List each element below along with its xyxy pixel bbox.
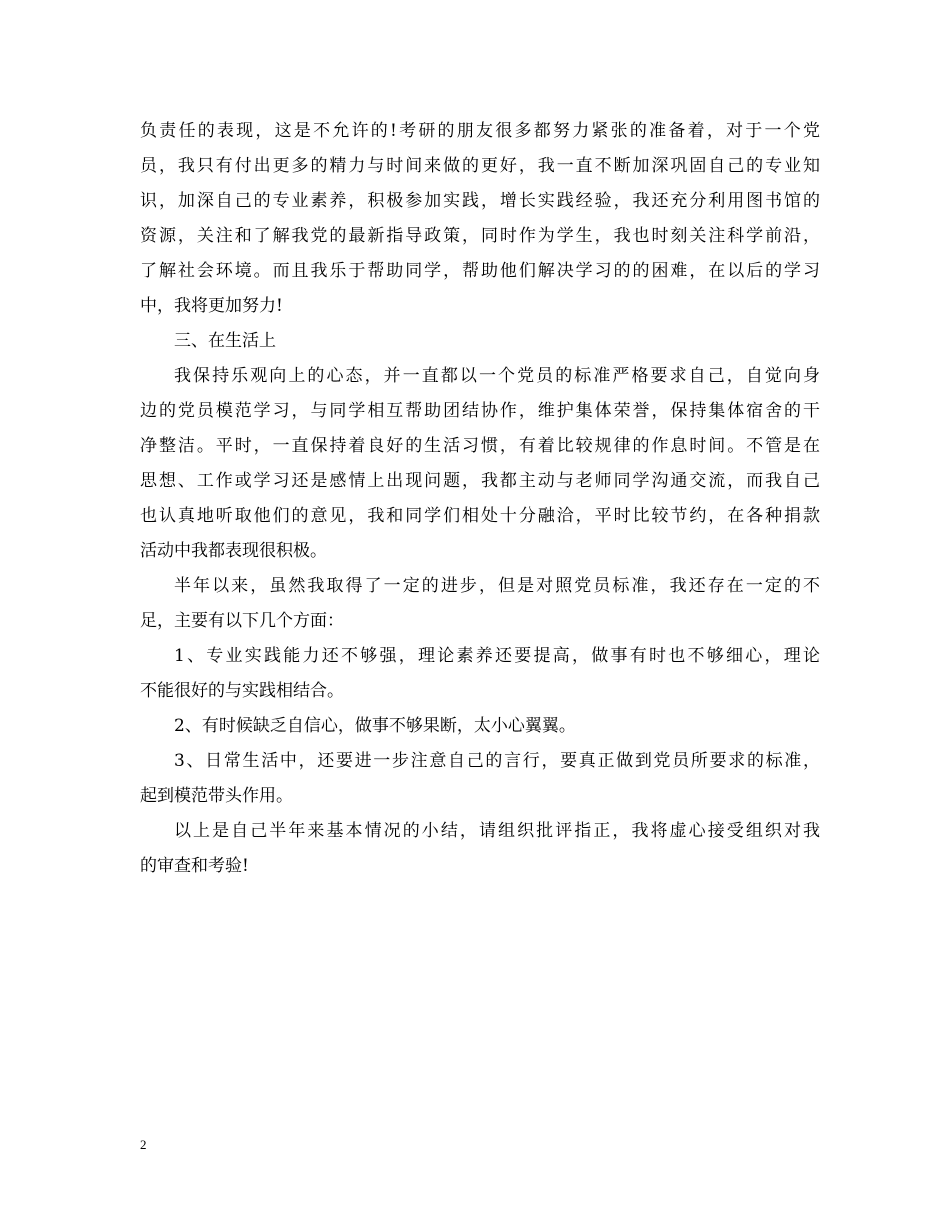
text-line: 员，我只有付出更多的精力与时间来做的更好，我一直不断加深巩固自己的专业知 bbox=[140, 156, 820, 176]
text-line: 活动中我都表现很积极。 bbox=[140, 541, 327, 561]
text-line: 我保持乐观向上的心态，并一直都以一个党员的标准严格要求自己，自觉向身 bbox=[174, 366, 820, 386]
list-item-continuation: 起到模范带头作用。 bbox=[140, 786, 293, 806]
text-line: 净整洁。平时，一直保持着良好的生活习惯，有着比较规律的作息时间。不管是在 bbox=[140, 436, 820, 456]
section-heading: 三、在生活上 bbox=[174, 331, 276, 351]
text-line: 识，加深自己的专业素养，积极参加实践，增长实践经验，我还充分利用图书馆的 bbox=[140, 191, 820, 211]
text-line: 也认真地听取他们的意见，我和同学们相处十分融洽，平时比较节约，在各种捐款 bbox=[140, 506, 820, 526]
text-line: 了解社会环境。而且我乐于帮助同学，帮助他们解决学习的的困难，在以后的学习 bbox=[140, 261, 820, 281]
document-body bbox=[140, 114, 820, 884]
text-line: 半年以来，虽然我取得了一定的进步，但是对照党员标准，我还存在一定的不 bbox=[174, 576, 820, 596]
text-line: 中，我将更加努力! bbox=[140, 296, 283, 316]
text-line: 资源，关注和了解我党的最新指导政策，同时作为学生，我也时刻关注科学前沿， bbox=[140, 226, 820, 246]
list-item: 3、日常生活中，还要进一步注意自己的言行，要真正做到党员所要求的标准， bbox=[174, 751, 820, 771]
list-item-continuation: 不能很好的与实践相结合。 bbox=[140, 681, 344, 701]
text-line: 的审查和考验! bbox=[140, 856, 249, 876]
page-number: 2 bbox=[140, 1137, 147, 1152]
text-line: 思想、工作或学习还是感情上出现问题，我都主动与老师同学沟通交流，而我自己 bbox=[140, 471, 820, 491]
text-line: 负责任的表现，这是不允许的!考研的朋友很多都努力紧张的准备着，对于一个党 bbox=[140, 121, 820, 141]
list-item: 2、有时候缺乏自信心，做事不够果断，太小心翼翼。 bbox=[174, 716, 576, 736]
text-line: 边的党员模范学习，与同学相互帮助团结协作，维护集体荣誉，保持集体宿舍的干 bbox=[140, 401, 820, 421]
list-item: 1、专业实践能力还不够强，理论素养还要提高，做事有时也不够细心，理论 bbox=[174, 646, 820, 666]
text-line: 足，主要有以下几个方面： bbox=[140, 611, 344, 631]
text-line: 以上是自己半年来基本情况的小结，请组织批评指正，我将虚心接受组织对我 bbox=[174, 821, 820, 841]
